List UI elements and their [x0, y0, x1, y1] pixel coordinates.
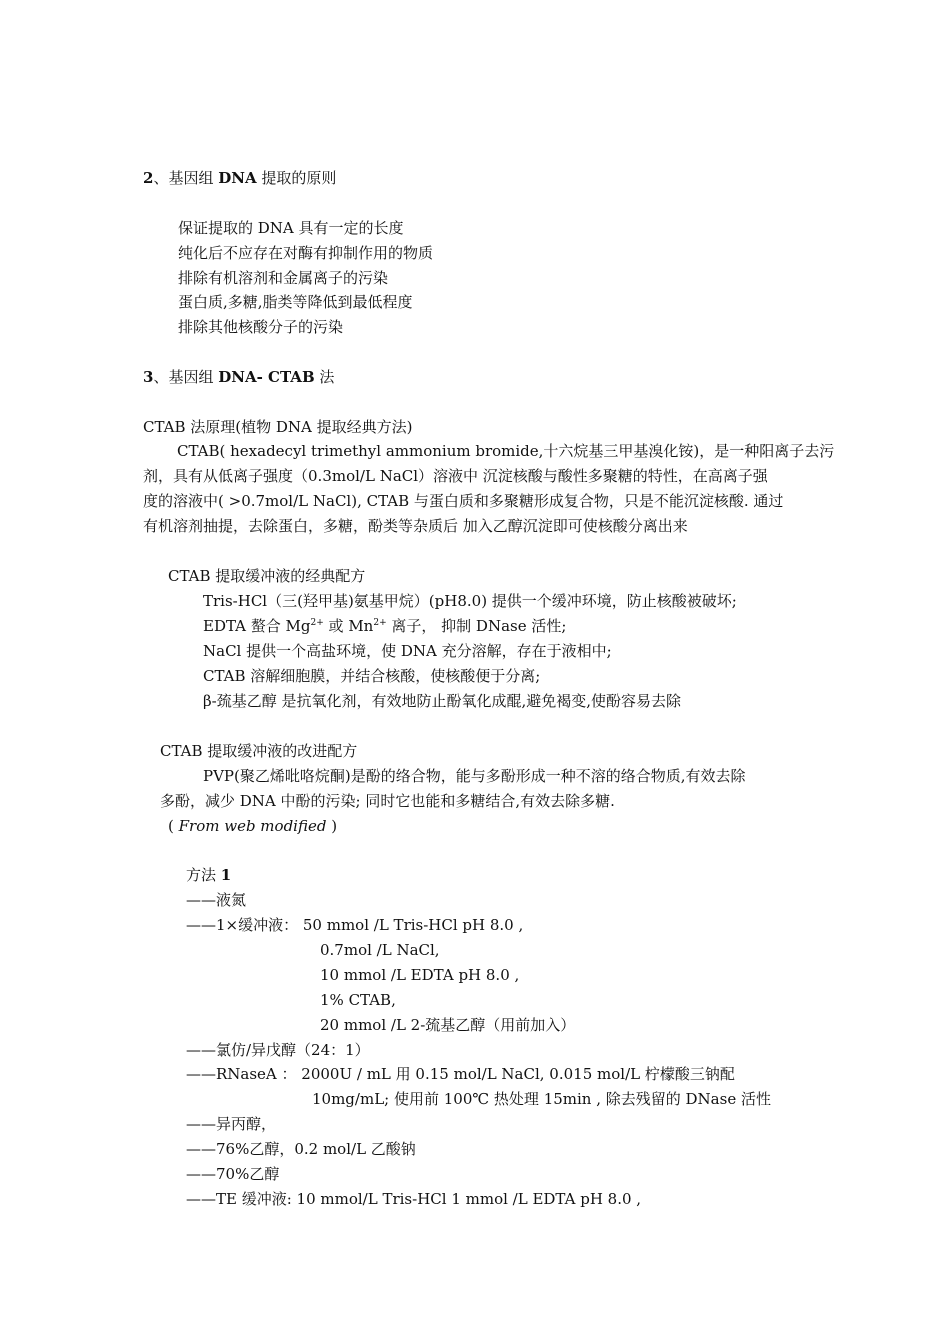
source-open: (: [168, 817, 179, 835]
method-buffer-component: 10 mmol /L EDTA pH 8.0 ,: [320, 966, 520, 984]
edta-text-a: EDTA 螯合 Mg: [203, 617, 311, 635]
source-note: [168, 816, 337, 836]
method-buffer-component: 0.7mol /L NaCl,: [320, 941, 440, 959]
section-2-suffix: 提取的原则: [256, 169, 337, 187]
improved-line: PVP(聚乙烯吡咯烷酮)是酚的络合物，能与多酚形成一种不溶的络合物质,有效去除: [203, 767, 746, 785]
section-2-bold: DNA: [218, 169, 257, 187]
formula-edta: [203, 616, 566, 636]
section-3-prefix: 、基因组: [153, 368, 219, 386]
method-buffer-component: 1% CTAB,: [320, 991, 396, 1009]
improved-line: 多酚，减少 DNA 中酚的污染; 同时它也能和多糖结合,有效去除多糖.: [160, 792, 615, 810]
method-reagent: ——氯仿/异戊醇（24：1）: [186, 1041, 370, 1059]
section-3-number: 3: [143, 368, 154, 386]
section-2-number: 2: [143, 169, 154, 187]
method-buffer-component: 20 mmol /L 2-巯基乙醇（用前加入）: [320, 1016, 576, 1034]
principle-item: 保证提取的 DNA 具有一定的长度: [178, 219, 404, 237]
principle-item: 纯化后不应存在对酶有抑制作用的物质: [178, 244, 434, 262]
method-reagent: ——70%乙醇: [186, 1165, 280, 1183]
formula-nacl: NaCl 提供一个高盐环境，使 DNA 充分溶解，存在于液相中;: [203, 642, 612, 660]
edta-text-b: 或 Mn: [323, 617, 374, 635]
method-reagent: ——RNaseA ： 2000U / mL 用 0.15 mol/L NaCl, 0.015 mol/L 柠檬酸三钠配: [186, 1065, 735, 1083]
method-reagent: ——76%乙醇，0.2 mol/L 乙酸钠: [186, 1140, 416, 1158]
classic-formula-heading: CTAB 提取缓冲液的经典配方: [168, 567, 366, 585]
improved-formula-heading: CTAB 提取缓冲液的改进配方: [160, 742, 358, 760]
section-2-heading: [143, 168, 336, 188]
section-3-bold: DNA- CTAB: [218, 368, 315, 386]
method-buffer: ——1×缓冲液： 50 mmol /L Tris-HCl pH 8.0 ,: [186, 916, 524, 934]
edta-text-c: 离子， 抑制 DNase 活性;: [386, 617, 567, 635]
formula-ctab: CTAB 溶解细胞膜，并结合核酸，使核酸便于分离;: [203, 667, 541, 685]
method-number: 1: [220, 866, 232, 884]
source-close: ): [326, 817, 338, 835]
formula-mercaptoethanol: β-巯基乙醇 是抗氧化剂，有效地防止酚氧化成醌,避免褐变,使酚容易去除: [203, 692, 682, 710]
principle-item: 排除其他核酸分子的污染: [178, 318, 344, 336]
principle-heading: CTAB 法原理(植物 DNA 提取经典方法): [143, 418, 413, 436]
principle-paragraph-line: 有机溶剂抽提，去除蛋白，多糖，酚类等杂质后 加入乙醇沉淀即可使核酸分离出来: [143, 517, 688, 535]
edta-superscript-mn: 2+: [373, 618, 387, 628]
method-reagent-note: 10mg/mL; 使用前 100℃ 热处理 15min , 除去残留的 DNase 活性: [312, 1090, 771, 1108]
section-2-prefix: 、基因组: [153, 169, 219, 187]
section-3-heading: [143, 367, 334, 387]
edta-superscript-mg: 2+: [310, 618, 324, 628]
principle-paragraph-line: 度的溶液中( >0.7mol/L NaCl), CTAB 与蛋白质和多聚糖形成复合物，只是不能沉淀核酸. 通过: [143, 492, 784, 510]
principle-paragraph-line: CTAB( hexadecyl trimethyl ammonium bromide,十六烷基三甲基溴化铵)，是一种阳离子去污: [177, 442, 835, 460]
principle-paragraph-line: 剂，具有从低离子强度（0.3mol/L NaCl）溶液中 沉淀核酸与酸性多聚糖的特性，在高离子强: [143, 467, 768, 485]
method-title: 方法: [186, 866, 221, 884]
source-text: From web modified: [178, 817, 327, 835]
principle-item: 蛋白质,多糖,脂类等降低到最低程度: [178, 293, 413, 311]
method-reagent: ——TE 缓冲液: 10 mmol/L Tris-HCl 1 mmol /L EDTA pH 8.0 ,: [186, 1190, 642, 1208]
formula-tris: Tris-HCl（三(羟甲基)氨基甲烷）(pH8.0) 提供一个缓冲环境，防止核酸被破坏;: [203, 592, 737, 610]
method-reagent: ——异丙醇，: [186, 1115, 277, 1133]
principle-item: 排除有机溶剂和金属离子的污染: [178, 269, 389, 287]
method-heading: [186, 865, 231, 885]
method-reagent: ——液氮: [186, 891, 247, 909]
section-3-suffix: 法: [314, 368, 335, 386]
